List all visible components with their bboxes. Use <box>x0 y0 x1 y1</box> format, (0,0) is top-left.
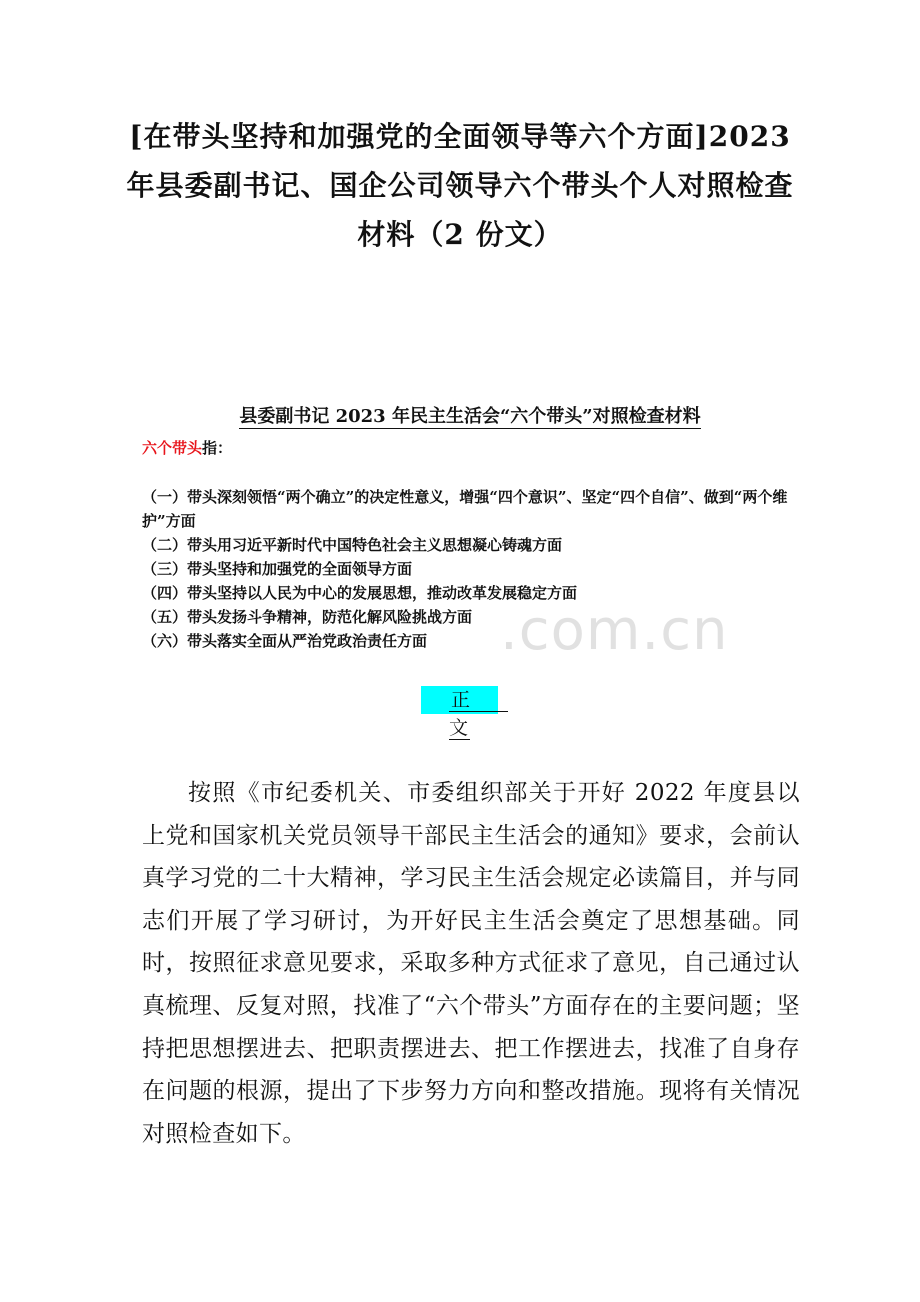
watermark: .com.cn <box>500 598 729 663</box>
main-text-label <box>421 686 509 739</box>
title-line-2: 年县委副书记、国企公司领导六个带头个人对照检查 <box>126 169 794 202</box>
list-item: （三）带头坚持和加强党的全面领导方面 <box>142 560 413 578</box>
main-text-label-text: 正 文 <box>448 689 509 739</box>
intro-highlight: 六个带头 <box>142 439 203 457</box>
document-title <box>110 112 810 259</box>
list-item: （六）带头落实全面从严治党政治责任方面 <box>142 632 428 650</box>
list-item: （四）带头坚持以人民为中心的发展思想，推动改革发展稳定方面 <box>142 584 578 602</box>
list-item: （五）带头发扬斗争精神，防范化解风险挑战方面 <box>142 608 473 626</box>
body-paragraph: 按照《市纪委机关、市委组织部关于开好 2022 年度县以上党和国家机关党员领导干部民主生活会的通知》要求，会前认真学习党的二十大精神，学习民主生活会规定必读篇目，并与同志们开展了学习研讨，为开好民主生活会奠定了思想基础。同时，按照征求意见要求，采取多种方式征求了意见，自己通过认真梳理、反复对照，找准了“六个带头”方面存在的主要问题；坚持把思想摆进去、把职责摆进去、把工作摆进去，找准了自身存在问题的根源，提出了下步努力方向和整改措施。现将有关情况对照检查如下。 <box>142 780 800 1147</box>
title-line-3: 材料（2 份文） <box>357 218 563 251</box>
intro-rest: 指： <box>202 439 233 457</box>
section-heading-text: 县委副书记 2023 年民主生活会“六个带头”对照检查材料 <box>239 406 701 427</box>
list-item: （二）带头用习近平新时代中国特色社会主义思想凝心铸魂方面 <box>142 536 563 554</box>
title-line-1: [在带头坚持和加强党的全面领导等六个方面]2023 <box>129 120 791 153</box>
list-item: （一）带头深刻领悟“两个确立”的决定性意义，增强“四个意识”、坚定“四个自信”、做到“两个维护”方面 <box>142 488 788 530</box>
section-heading <box>140 402 800 428</box>
intro-line <box>142 437 232 458</box>
